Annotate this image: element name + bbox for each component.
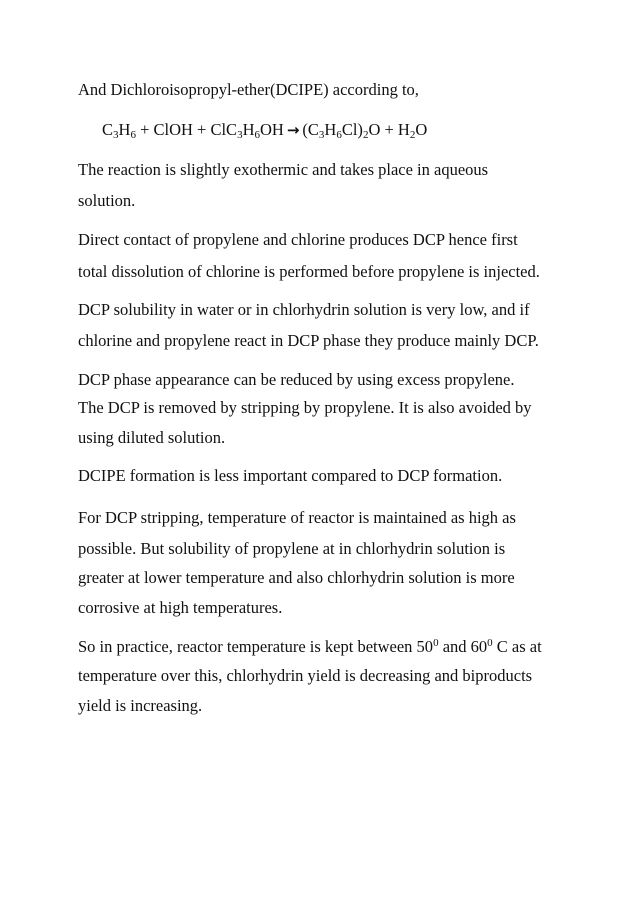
paragraph-text: and 60 [438,637,488,656]
paragraph-line: The DCP is removed by stripping by propylene. It is also avoided by [78,398,532,417]
paragraph-line: using diluted solution. [78,428,226,447]
paragraph-line: The reaction is slightly exothermic and takes place in aqueous [78,160,489,179]
eq-subscript: 2 [362,129,369,141]
eq-text: (C [302,120,319,139]
paragraph-line [78,637,542,657]
degree-superscript: 0 [487,637,493,649]
eq-subscript: 2 [409,129,416,141]
paragraph-line: DCP solubility in water or in chlorhydrin solution is very low, and if [78,300,530,319]
chemical-equation [102,120,427,140]
paragraph-line: greater at lower temperature and also chlorhydrin solution is more [78,568,515,587]
paragraph-line: DCIPE formation is less important compared to DCP formation. [78,466,503,485]
paragraph-line: possible. But solubility of propylene at in chlorhydrin solution is [78,539,506,558]
eq-subscript: 3 [113,129,119,141]
intro-line: And Dichloroisopropyl-ether(DCIPE) according to, [78,80,419,99]
paragraph-line: yield is increasing. [78,696,203,715]
paragraph-line: DCP phase appearance can be reduced by using excess propylene. [78,370,515,389]
paragraph-line: total dissolution of chlorine is performed before propylene is injected. [78,262,540,281]
eq-text: H [324,120,337,139]
eq-text: H [242,120,255,139]
eq-text: Cl) [341,120,363,139]
reaction-arrow-icon: → [286,121,300,139]
eq-text: O + H [368,120,410,139]
eq-text: H [118,120,131,139]
paragraph-line: solution. [78,191,136,210]
eq-subscript: 6 [130,129,136,141]
paragraph-line: chlorine and propylene react in DCP phase they produce mainly DCP. [78,331,539,350]
paragraph-text: So in practice, reactor temperature is kept between 50 [78,637,434,656]
paragraph-line: Direct contact of propylene and chlorine produces DCP hence first [78,230,518,249]
eq-subscript: 3 [318,129,325,141]
eq-text: C [102,120,114,139]
degree-superscript: 0 [433,637,439,649]
eq-subscript: 6 [336,129,342,141]
paragraph-line: For DCP stripping, temperature of reactor is maintained as high as [78,508,516,527]
eq-subscript: 6 [254,129,260,141]
eq-text: O [415,120,428,139]
paragraph-line: corrosive at high temperatures. [78,598,283,617]
eq-text: OH [260,120,284,139]
paragraph-text: C as at [492,637,542,656]
eq-subscript: 3 [237,129,243,141]
eq-text: + ClOH + ClC [135,120,238,139]
paragraph-line: temperature over this, chlorhydrin yield is decreasing and biproducts [78,666,533,685]
